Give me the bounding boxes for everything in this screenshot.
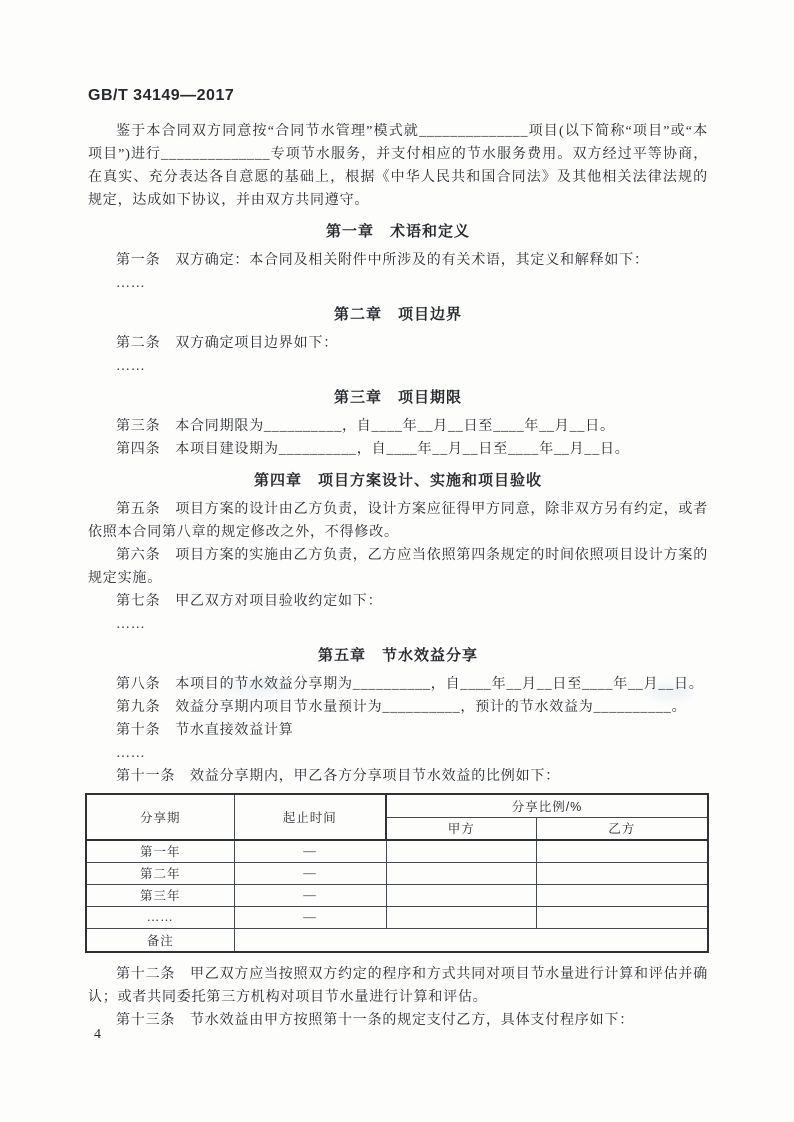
benefit-share-table — [85, 793, 709, 953]
table-row — [86, 884, 708, 906]
ellipsis-line: …… — [116, 617, 146, 632]
cell-party-b — [536, 862, 708, 884]
cell-party-a — [386, 884, 536, 906]
ellipsis-line: …… — [116, 746, 146, 761]
table-row — [86, 840, 708, 862]
article-7: 第七条 甲乙双方对项目验收约定如下： — [116, 594, 383, 609]
cell-party-a — [386, 862, 536, 884]
chapter-heading-2: 第二章 项目边界 — [333, 306, 462, 323]
article-6: 第六条 项目方案的实施由乙方负责，乙方应当依照第四条规定的时间依照项目设计方案的规定实施。 — [88, 548, 708, 586]
table-header-share-ratio-group: 分享比例/% — [386, 794, 708, 817]
cell-party-a — [386, 906, 536, 928]
article-1: 第一条 双方确定：本合同及相关附件中所涉及的有关术语，其定义和解释如下： — [116, 253, 649, 268]
article-2: 第二条 双方确定项目边界如下： — [116, 336, 338, 351]
chapter-heading-1: 第一章 术语和定义 — [325, 223, 470, 240]
cell-period: 第三年 — [86, 884, 234, 906]
cell-party-b — [536, 884, 708, 906]
cell-party-b — [536, 840, 708, 862]
table-header-share-period: 分享期 — [86, 794, 234, 840]
cell-period: 第一年 — [86, 840, 234, 862]
article-8: 第八条 本项目的节水效益分享期为__________，自____年__月__日至____年__月__日。 — [116, 677, 704, 692]
article-11: 第十一条 效益分享期内，甲乙各方分享项目节水效益的比例如下： — [116, 769, 560, 784]
chapter-heading-5: 第五章 节水效益分享 — [317, 647, 478, 664]
table-header-start-end-time: 起止时间 — [234, 794, 386, 840]
article-13: 第十三条 节水效益由甲方按照第十一条的规定支付乙方，具体支付程序如下： — [116, 1013, 634, 1028]
cell-party-b — [536, 906, 708, 928]
cell-period: 第二年 — [86, 862, 234, 884]
cell-time: — — [234, 840, 386, 862]
standard-number: GB/T 34149—2017 — [88, 87, 235, 104]
page-content — [88, 86, 708, 1032]
article-4: 第四条 本项目建设期为__________，自____年__月__日至____年__月__日。 — [116, 442, 630, 457]
cell-period: …… — [86, 906, 234, 928]
table-note-row — [86, 928, 708, 952]
table-row — [86, 862, 708, 884]
ellipsis-line: …… — [116, 276, 146, 291]
page-number: 4 — [94, 1027, 101, 1042]
cell-note-value — [234, 928, 708, 952]
cell-party-a — [386, 840, 536, 862]
cell-time: — — [234, 862, 386, 884]
chapter-heading-4: 第四章 项目方案设计、实施和项目验收 — [253, 472, 542, 489]
article-12: 第十二条 甲乙双方应当按照双方约定的程序和方式共同对项目节水量进行计算和评估并确认；或者共同委托第三方机构对项目节水量进行计算和评估。 — [88, 967, 708, 1005]
article-10: 第十条 节水直接效益计算 — [116, 723, 294, 738]
cell-note-label: 备注 — [86, 928, 234, 952]
cell-time: — — [234, 884, 386, 906]
cell-time: — — [234, 906, 386, 928]
article-5: 第五条 项目方案的设计由乙方负责，设计方案应征得甲方同意，除非双方另有约定，或者依照本合同第八章的规定修改之外，不得修改。 — [88, 502, 708, 540]
table-header-party-a: 甲方 — [386, 817, 536, 840]
intro-paragraph: 鉴于本合同双方同意按“合同节水管理”模式就______________项目(以下简称“项目”或“本项目”)进行______________专项节水服务，并支付相应的节水服务费用。双方经过平等协商，在真实、充分表达各自意愿的基础上，根据《中华人民共和国合同法》及其他相关法律法规的规定，达成如下协议，并由双方共同遵守。 — [88, 124, 708, 208]
ellipsis-line: …… — [116, 359, 146, 374]
table-header-party-b: 乙方 — [536, 817, 708, 840]
table-row — [86, 906, 708, 928]
chapter-heading-3: 第三章 项目期限 — [333, 389, 462, 406]
article-9: 第九条 效益分享期内项目节水量预计为__________，预计的节水效益为__________。 — [116, 700, 687, 715]
article-3: 第三条 本合同期限为__________，自____年__月__日至____年__月__日。 — [116, 419, 615, 434]
